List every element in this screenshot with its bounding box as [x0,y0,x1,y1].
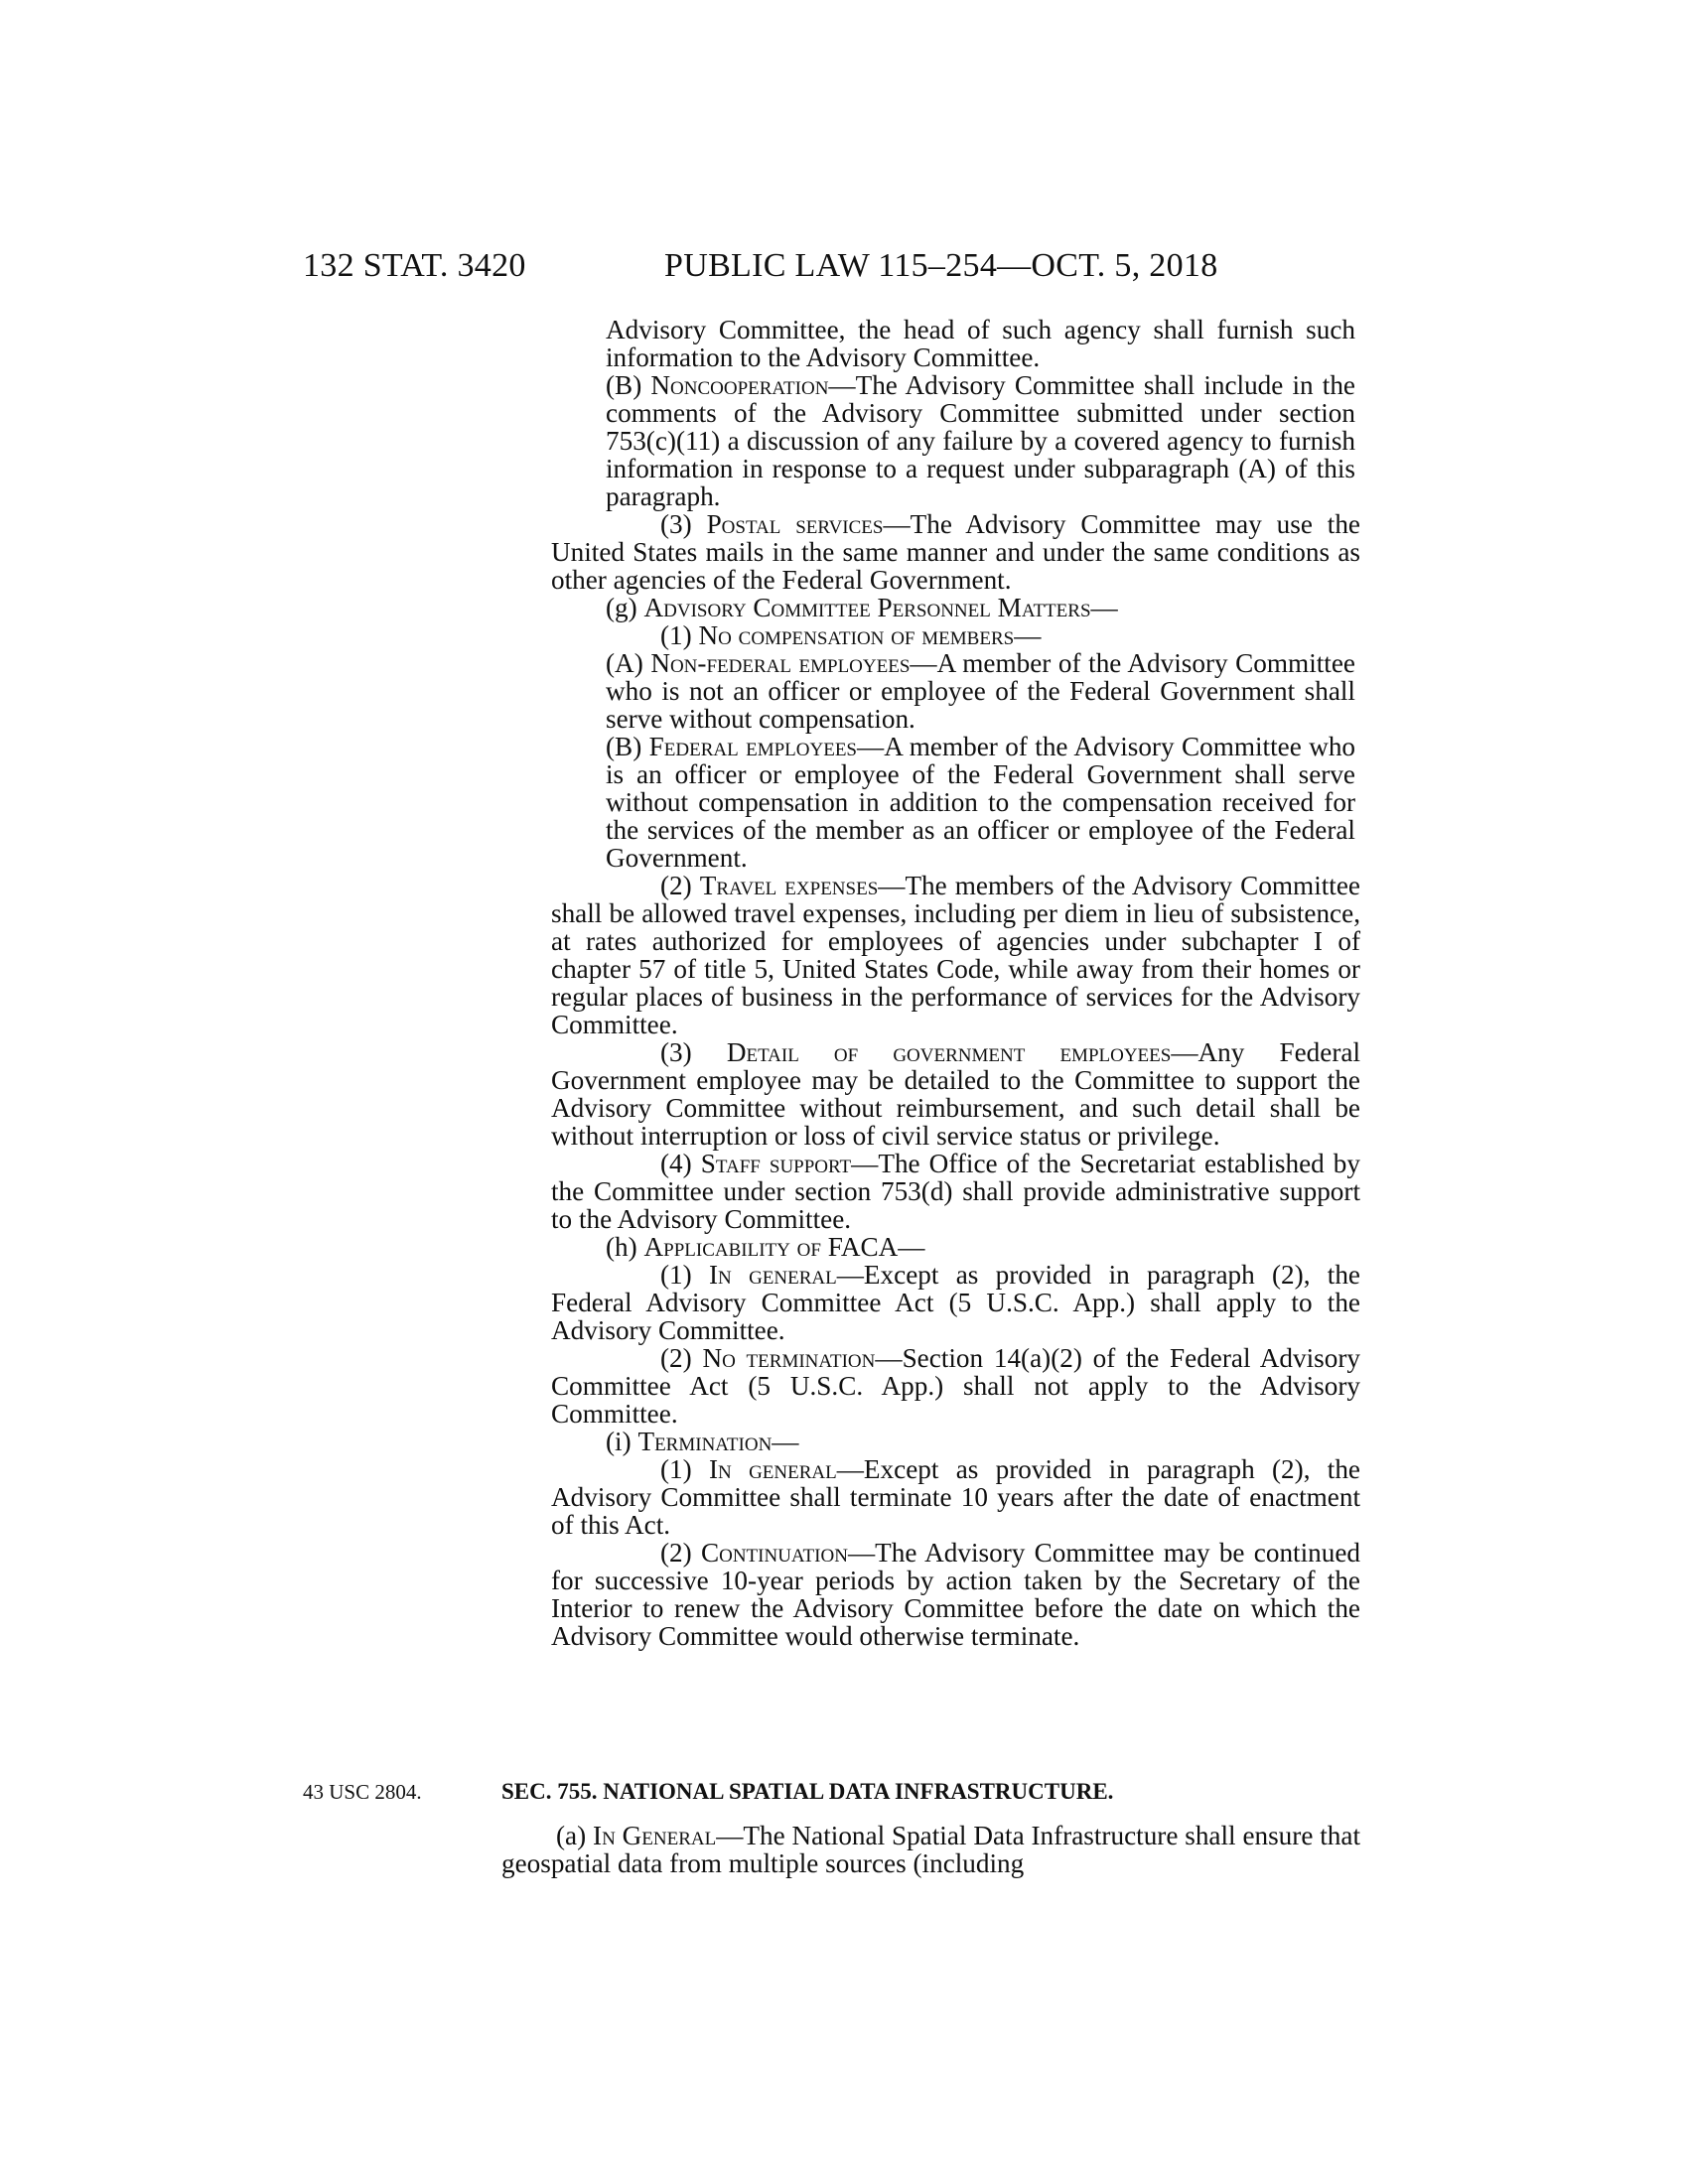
paragraph [551,1344,1360,1428]
paragraph-text: Except as provided in paragraph (2), the Federal Advisory Committee Act (5 U.S.C. App.) shall apply to the Advisory Committee. [551,1260,1360,1345]
paragraph-label: (2) [660,1538,701,1568]
paragraph-label: (1) [660,1454,709,1484]
paragraph-label: (B) [606,732,649,761]
paragraph-label: (2) [660,871,700,900]
em-dash: — [857,732,885,761]
paragraph-text: Any Federal Government employee may be detailed to the Committee to support the Advisory Committee without reimbursement, and such detail shall be without interruption or loss of civil service status or privilege. [551,1037,1360,1151]
paragraph-text: The Advisory Committee may use the United States mails in the same manner and under the same conditions as other agencies of the Federal Government. [551,509,1360,595]
section-title: SEC. 755. NATIONAL SPATIAL DATA INFRASTRUCTURE. [501,1779,1114,1804]
paragraph-heading: Travel expenses [699,871,879,900]
paragraph-text: A member of the Advisory Committee who is not an officer or employee of the Federal Government shall serve without compensation. [606,648,1355,734]
em-dash: — [836,1454,864,1484]
paragraph-label: (h) [606,1232,644,1262]
em-dash: — [875,1343,903,1373]
paragraph [606,733,1355,872]
em-dash: — [772,1427,799,1456]
section-para-heading: In General [593,1821,717,1850]
paragraph-label: (A) [606,648,651,678]
em-dash: — [851,1149,879,1178]
paragraph [551,1038,1360,1150]
paragraph [551,1428,1360,1455]
em-dash: — [836,1260,864,1290]
em-dash: — [878,871,906,900]
paragraph [551,1233,1360,1261]
paragraph-heading: No termination [702,1343,876,1373]
paragraph-text: Section 14(a)(2) of the Federal Advisory Committee Act (5 U.S.C. App.) shall not apply to the Advisory Committee. [551,1343,1360,1429]
paragraph-heading: Postal services [706,509,884,539]
page-header-title: PUBLIC LAW 115–254—OCT. 5, 2018 [664,247,1218,284]
paragraph [551,1455,1360,1539]
document-body [501,316,1360,1650]
paragraph-heading: Staff support [700,1149,852,1178]
paragraph-heading: No compensation of members [698,620,1015,650]
paragraph [551,872,1360,1038]
em-dash: — [898,1232,925,1262]
section-para-label: (a) [556,1821,587,1850]
paragraph-text: Except as provided in paragraph (2), the Advisory Committee shall terminate 10 years after the date of enactment of this Act. [551,1454,1360,1540]
paragraph-label: (3) [660,1037,727,1067]
paragraph-heading: Continuation [700,1538,848,1568]
paragraph-text: The Advisory Committee may be continued for successive 10-year periods by action taken by the Secretary of the Interior to renew the Advisory Committee before the date on which the Advisory Committee would otherwise terminate. [551,1538,1360,1651]
paragraph-label: (1) [660,620,699,650]
paragraph [551,621,1360,649]
em-dash: — [1014,620,1042,650]
em-dash: — [883,509,911,539]
paragraph-text: The Office of the Secretariat established by the Committee under section 753(d) shall provide administrative support to the Advisory Committee. [551,1149,1360,1234]
paragraph [606,316,1355,371]
paragraph-heading: Applicability of FACA [643,1232,899,1262]
paragraph-label: (3) [660,509,707,539]
paragraph-label: (1) [660,1260,709,1290]
paragraph-label: (i) [606,1427,638,1456]
paragraph-heading: Advisory Committee Personnel Matters [643,593,1091,622]
paragraph [551,1150,1360,1233]
paragraph-heading: Termination [637,1427,773,1456]
paragraph-heading: In general [709,1454,837,1484]
paragraph-text: The members of the Advisory Committee shall be allowed travel expenses, including per diem in lieu of subsistence, at rates authorized for employees of agencies under subchapter I of chapter 57 of title 5, United States Code, while away from their homes or regular places of business in the performance of services for the Advisory Committee. [551,871,1360,1039]
margin-citation: 43 USC 2804. [303,1780,422,1804]
paragraph [606,371,1355,510]
paragraph-heading: Non-federal employees [650,648,911,678]
paragraph [606,649,1355,733]
paragraph-label: (2) [660,1343,703,1373]
paragraph [551,594,1360,621]
em-dash: — [1171,1037,1198,1067]
em-dash: — [1090,593,1118,622]
paragraph [551,1539,1360,1650]
paragraph [551,510,1360,594]
section-paragraph-a [501,1822,1360,1877]
em-dash: — [716,1821,744,1850]
em-dash: — [847,1538,876,1568]
em-dash: — [910,648,937,678]
section-para-text: The National Spatial Data Infrastructure shall ensure that geospatial data from multiple sources (including [501,1821,1361,1878]
paragraph-heading: Detail of government employees [726,1037,1172,1067]
stat-reference: 132 STAT. 3420 [303,247,526,284]
paragraph-text: Advisory Committee, the head of such agency shall furnish such information to the Advisory Committee. [606,315,1355,372]
paragraph-label: (g) [606,593,644,622]
paragraph-label: (B) [606,370,651,400]
paragraph-heading: Federal employees [648,732,858,761]
paragraph [551,1261,1360,1344]
paragraph-text: The Advisory Committee shall include in the comments of the Advisory Committee submitted under section 753(c)(11) a discussion of any failure by a covered agency to furnish information in response to a request under subparagraph (A) of this paragraph. [606,370,1355,511]
paragraph-text: A member of the Advisory Committee who is an officer or employee of the Federal Government shall serve without compensation in addition to the compensation received for the services of the member as an officer or employee of the Federal Government. [606,732,1356,873]
paragraph-label: (4) [660,1149,701,1178]
em-dash: — [828,370,856,400]
paragraph-heading: In general [709,1260,837,1290]
paragraph-heading: Noncooperation [650,370,829,400]
